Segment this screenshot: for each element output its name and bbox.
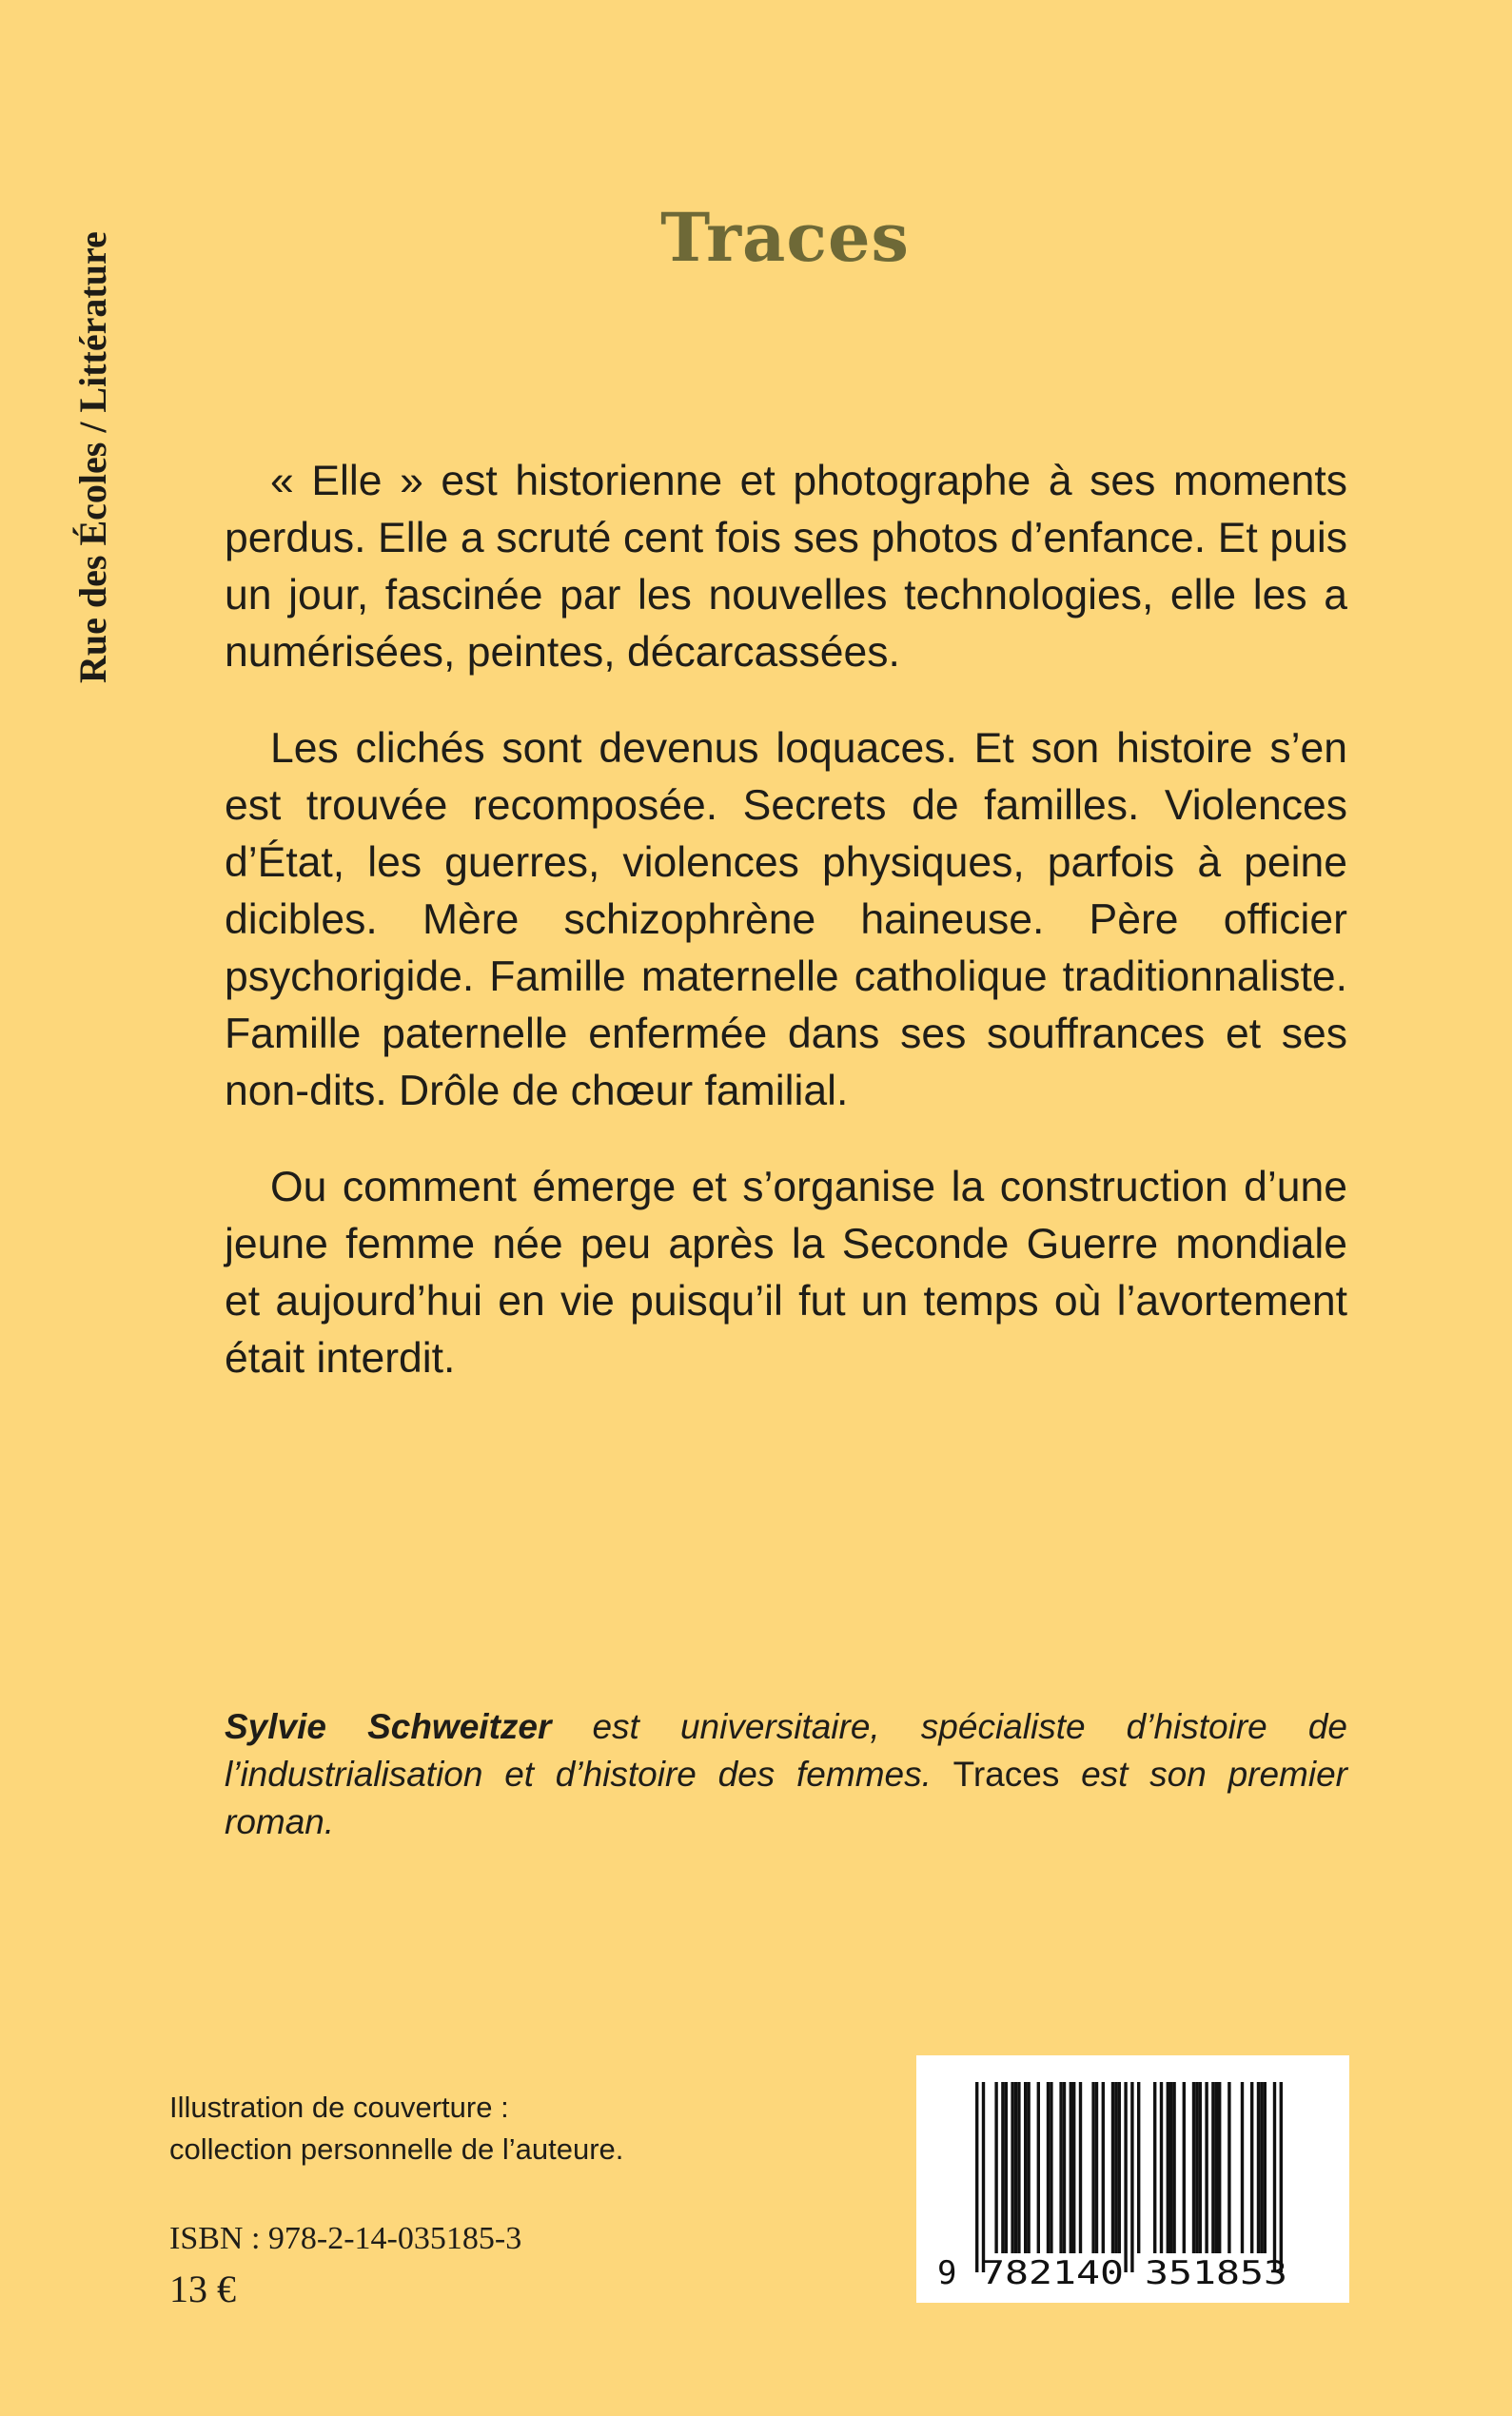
barcode-bar	[1047, 2082, 1050, 2253]
barcode-bar	[1160, 2082, 1163, 2253]
barcode-bar	[1199, 2082, 1202, 2253]
author-bio-text-end: est son premier roman.	[225, 1755, 1347, 1841]
barcode-bar	[1070, 2082, 1072, 2253]
barcode-lead-digit: 9	[937, 2254, 957, 2292]
barcode	[916, 2055, 1349, 2303]
barcode-bar	[1153, 2082, 1156, 2253]
credits-line: collection personnelle de l’auteure.	[169, 2132, 624, 2166]
barcode-bar	[1118, 2082, 1121, 2253]
blurb-paragraph: « Elle » est historienne et photographe à ses moments perdus. Elle a scruté cent fois ses photos d’enfance. Et puis un jour, fascinée par les nouvelles technologies, elle les a numérisées, peintes, décarcassées.	[225, 458, 1347, 676]
barcode-bar	[1192, 2082, 1195, 2253]
author-bio	[225, 1703, 1347, 1846]
barcode-bar	[1257, 2082, 1260, 2253]
barcode-bar	[1011, 2082, 1013, 2253]
barcode-bar	[1079, 2082, 1082, 2253]
book-title: Traces	[660, 198, 910, 277]
barcode-bar	[1102, 2082, 1105, 2253]
credits-line: Illustration de couverture :	[169, 2091, 509, 2124]
barcode-bar	[1124, 2082, 1127, 2272]
barcode-bar	[1091, 2082, 1094, 2253]
author-name: Sylvie Schweitzer	[225, 1707, 552, 1746]
barcode-bar	[1218, 2082, 1221, 2253]
barcode-bar	[1264, 2082, 1267, 2253]
author-bio-text: est universitaire, spécialiste d’histoire de l’industrialisation et d’histoire des femmes.	[225, 1707, 1347, 1794]
barcode-bar	[1017, 2082, 1020, 2253]
barcode-bar	[1014, 2082, 1017, 2253]
barcode-bar	[1024, 2082, 1027, 2253]
barcode-bar	[1273, 2082, 1276, 2272]
barcode-bar	[1169, 2082, 1172, 2253]
barcode-bar	[1095, 2082, 1098, 2253]
barcode-bar	[1027, 2082, 1030, 2253]
barcode-bar	[1215, 2082, 1218, 2253]
cover-credits	[169, 2087, 623, 2170]
barcode-bar	[1114, 2082, 1117, 2253]
barcode-bar	[1205, 2082, 1208, 2253]
blurb-paragraph: Les clichés sont devenus loquaces. Et son histoire s’en est trouvée recomposée. Secrets de familles. Violences d’État, les guerres, violences physiques, parfois à peine dicibles. Mère schizophrène haineuse. Père officier psychorigide. Famille maternelle catholique traditionnaliste. Famille paternelle enfermée dans ses souffrances et ses non-dits. Drôle de chœur familial.	[225, 725, 1347, 1114]
barcode-bar	[1250, 2082, 1253, 2253]
series-name: Rue des Écoles / Littérature	[71, 231, 114, 683]
author-bio-book-title: Traces	[952, 1755, 1060, 1794]
barcode-bar	[1211, 2082, 1214, 2253]
isbn: ISBN : 978-2-14-035185-3	[169, 2221, 522, 2256]
barcode-bar	[1001, 2082, 1004, 2253]
barcode-bar	[1183, 2082, 1186, 2253]
barcode-bar	[975, 2082, 978, 2272]
back-cover-blurb	[225, 453, 1347, 1426]
barcode-bar	[1172, 2082, 1175, 2253]
barcode-graphic	[916, 2055, 1349, 2303]
blurb-paragraph: Ou comment émerge et s’organise la construction d’une jeune femme née peu après la Seconde Guerre mondiale et aujourd’hui en vie puisqu’il fut un temps où l’avortement était interdit.	[225, 1164, 1347, 1382]
barcode-bar	[1227, 2082, 1230, 2253]
barcode-bar	[1005, 2082, 1008, 2253]
barcode-bar	[1072, 2082, 1075, 2253]
barcode-right-digits: 351853	[1145, 2254, 1287, 2292]
barcode-bar	[1059, 2082, 1062, 2253]
price: 13 €	[169, 2268, 236, 2310]
barcode-bar	[1280, 2082, 1283, 2272]
barcode-bar	[994, 2082, 997, 2253]
barcode-bar	[1195, 2082, 1198, 2253]
barcode-bar	[1037, 2082, 1040, 2253]
barcode-bar	[1241, 2082, 1244, 2253]
barcode-bar	[1130, 2082, 1133, 2272]
barcode-bar	[1050, 2082, 1052, 2253]
barcode-bar	[1137, 2082, 1140, 2253]
barcode-bar	[982, 2082, 985, 2272]
barcode-left-digits: 782140	[981, 2254, 1124, 2292]
barcode-bar	[1167, 2082, 1169, 2253]
barcode-bar	[1260, 2082, 1263, 2253]
barcode-bar	[1063, 2082, 1066, 2253]
barcode-bar	[1111, 2082, 1114, 2253]
